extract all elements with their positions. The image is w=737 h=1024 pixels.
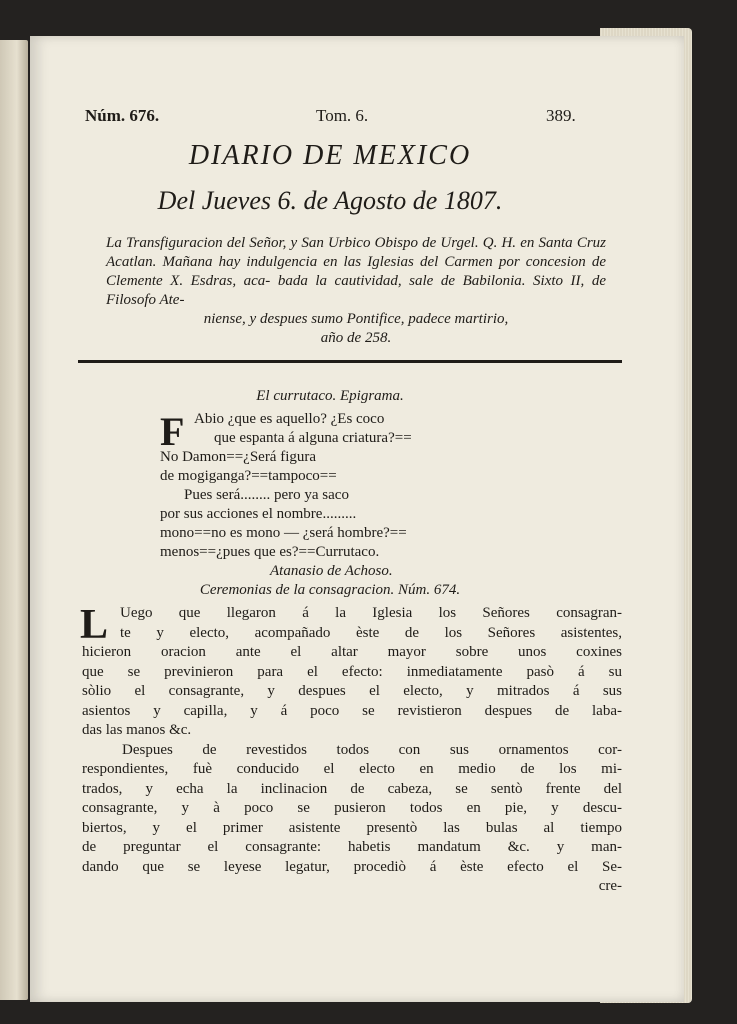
saints-line: niense, y despues sumo Pontifice, padece martirio,: [203, 311, 509, 327]
book-page: [30, 36, 684, 1002]
tome-number: Tom. 6.: [316, 106, 369, 125]
poem-line: No Damon==¿Será figura: [160, 449, 317, 465]
poem-line: por sus acciones el nombre.........: [160, 506, 357, 522]
article-line: dando que se leyese legatur, procediò á èste efecto el Se-: [82, 858, 622, 875]
article-catchword: cre-: [598, 878, 622, 894]
saints-line: año de 258.: [320, 330, 392, 346]
left-page-edge: [0, 40, 28, 1000]
article-line: que se previnieron para el efecto: inmediatamente pasò á su: [82, 663, 622, 680]
article-line: te y electo, acompañado èste de los Señores asistentes,: [120, 624, 622, 641]
article-line: consagrante, y à poco se pusieron todos en pie, y descu-: [82, 800, 622, 816]
article-line: biertos, y el primer asistente presentò las bulas al tiempo: [82, 819, 622, 836]
article-dropcap: L: [80, 602, 109, 648]
section-divider: [78, 360, 622, 363]
article-line: Despues de revestidos todos con sus ornamentos cor-: [122, 741, 622, 758]
masthead-date: Del Jueves 6. de Agosto de 1807.: [157, 186, 503, 215]
poem-dropcap: F: [160, 409, 185, 454]
poem-line: de mogiganga?==tampoco==: [160, 468, 337, 484]
poem-title: El currutaco. Epigrama.: [256, 388, 404, 404]
masthead-title: DIARIO DE MEXICO: [188, 140, 472, 171]
saints-of-the-day: [106, 234, 606, 348]
poem-body: [160, 410, 510, 581]
article-line: respondientes, fuè conducido el electo en medio de los mi-: [82, 761, 622, 777]
article-line: hicieron oracion ante el altar mayor sobre unos coxines: [82, 644, 622, 660]
article-line: asientos y capilla, y á poco se revistieron despues de laba-: [82, 702, 622, 719]
page-number: 389.: [546, 106, 576, 125]
article-line: de preguntar el consagrante: habetis mandatum &c. y man-: [82, 839, 622, 855]
saints-line: bada la cautividad, sale de Babilonia. Sixto II, de Filosofo Ate-: [106, 273, 606, 308]
article-line: Uego que llegaron á la Iglesia los Señores consagran-: [120, 605, 622, 621]
issue-number: Núm. 676.: [85, 106, 160, 125]
article-line: das las manos &c.: [82, 722, 192, 738]
poem-line: Pues será........ pero ya saco: [184, 487, 349, 503]
poem-line: mono==no es mono — ¿será hombre?==: [160, 525, 407, 541]
article-body: [82, 604, 622, 897]
saints-line: La Transfiguracion del Señor, y San Urbico Obispo de Urgel.: [106, 235, 479, 251]
poem-line: menos==¿pues que es?==Currutaco.: [160, 544, 380, 560]
saints-line: Iglesias del Carmen por concesion de Clemente X. Esdras, aca-: [106, 254, 607, 289]
poem-signature: Atanasio de Achoso.: [270, 563, 393, 579]
article-line: sòlio el consagrante, y despues el electo, y mitrados á sus: [82, 683, 622, 699]
article-line: trados, y echa la inclinacion de cabeza, se sentò frente del: [82, 780, 622, 797]
poem-line: que espanta á alguna criatura?==: [214, 430, 412, 446]
saints-line: Q. H. en Santa Cruz Acatlan. Mañana hay indulgencia en las: [106, 235, 607, 270]
article-title: Ceremonias de la consagracion. Núm. 674.: [199, 582, 461, 598]
poem-line: Abio ¿que es aquello? ¿Es coco: [194, 411, 385, 427]
